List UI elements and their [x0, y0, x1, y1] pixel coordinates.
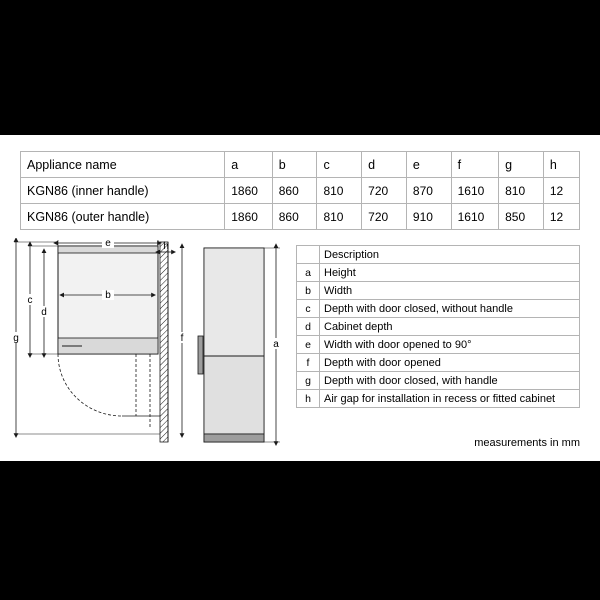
cell-h: 12 — [543, 204, 579, 230]
description-header-label: Description — [320, 246, 580, 264]
cell-d: 720 — [362, 178, 407, 204]
list-item — [297, 282, 580, 300]
row-name-outer-handle: KGN86 (outer handle) — [21, 204, 225, 230]
dim-label-d: d — [41, 307, 47, 318]
fridge-upper-door — [204, 248, 264, 356]
dim-label-f: f — [180, 333, 184, 344]
cell-g: 810 — [499, 178, 544, 204]
drawing-svg — [10, 238, 290, 446]
legend-key-g: g — [297, 372, 320, 390]
header-d: d — [362, 152, 407, 178]
door-swing-arc — [58, 354, 122, 416]
cell-f: 1610 — [451, 178, 498, 204]
table-row — [21, 204, 580, 230]
header-f: f — [451, 152, 498, 178]
legend-key-h: h — [297, 390, 320, 408]
list-item — [297, 390, 580, 408]
fridge-handle — [198, 336, 203, 374]
appliance-dimensions-table — [20, 151, 580, 230]
wall-hatch — [160, 242, 168, 442]
header-h: h — [543, 152, 579, 178]
fridge-lower-door — [204, 356, 264, 434]
cell-c: 810 — [317, 178, 362, 204]
dim-label-c: c — [27, 295, 33, 306]
legend-key-d: d — [297, 318, 320, 336]
legend-text-a: Height — [320, 264, 580, 282]
legend-text-e: Width with door opened to 90° — [320, 336, 580, 354]
fridge-plinth — [204, 434, 264, 442]
cell-g: 850 — [499, 204, 544, 230]
header-g: g — [499, 152, 544, 178]
header-a: a — [225, 152, 272, 178]
cell-b: 860 — [272, 204, 317, 230]
cell-d: 720 — [362, 204, 407, 230]
legend-text-b: Width — [320, 282, 580, 300]
legend-text-f: Depth with door opened — [320, 354, 580, 372]
list-item — [297, 336, 580, 354]
header-e: e — [406, 152, 451, 178]
legend-key-b: b — [297, 282, 320, 300]
header-b: b — [272, 152, 317, 178]
table-header-row — [21, 152, 580, 178]
cell-a: 1860 — [225, 178, 272, 204]
top-letterbox-band — [0, 0, 600, 135]
cell-b: 860 — [272, 178, 317, 204]
dim-label-a: a — [273, 339, 279, 350]
measurements-unit-note: measurements in mm — [474, 437, 580, 449]
cell-h: 12 — [543, 178, 579, 204]
table-row — [21, 178, 580, 204]
legend-key-a: a — [297, 264, 320, 282]
legend-text-h: Air gap for installation in recess or fitted cabinet — [320, 390, 580, 408]
cell-e: 910 — [406, 204, 451, 230]
list-item — [297, 354, 580, 372]
description-header-row — [297, 246, 580, 264]
list-item — [297, 372, 580, 390]
cell-c: 810 — [317, 204, 362, 230]
dim-label-g: g — [13, 333, 19, 344]
legend-text-c: Depth with door closed, without handle — [320, 300, 580, 318]
list-item — [297, 318, 580, 336]
dim-label-b: b — [105, 290, 111, 301]
cell-f: 1610 — [451, 204, 498, 230]
list-item — [297, 264, 580, 282]
legend-text-d: Cabinet depth — [320, 318, 580, 336]
legend-text-g: Depth with door closed, with handle — [320, 372, 580, 390]
description-key-blank — [297, 246, 320, 264]
description-legend-table — [296, 245, 580, 408]
dim-label-h: h — [163, 241, 169, 252]
legend-key-f: f — [297, 354, 320, 372]
dim-label-e: e — [105, 238, 111, 249]
cell-e: 870 — [406, 178, 451, 204]
technical-drawing — [10, 238, 290, 446]
legend-key-c: c — [297, 300, 320, 318]
row-name-inner-handle: KGN86 (inner handle) — [21, 178, 225, 204]
list-item — [297, 300, 580, 318]
legend-key-e: e — [297, 336, 320, 354]
header-c: c — [317, 152, 362, 178]
cell-a: 1860 — [225, 204, 272, 230]
bottom-letterbox-band — [0, 461, 600, 600]
header-appliance-name: Appliance name — [21, 152, 225, 178]
